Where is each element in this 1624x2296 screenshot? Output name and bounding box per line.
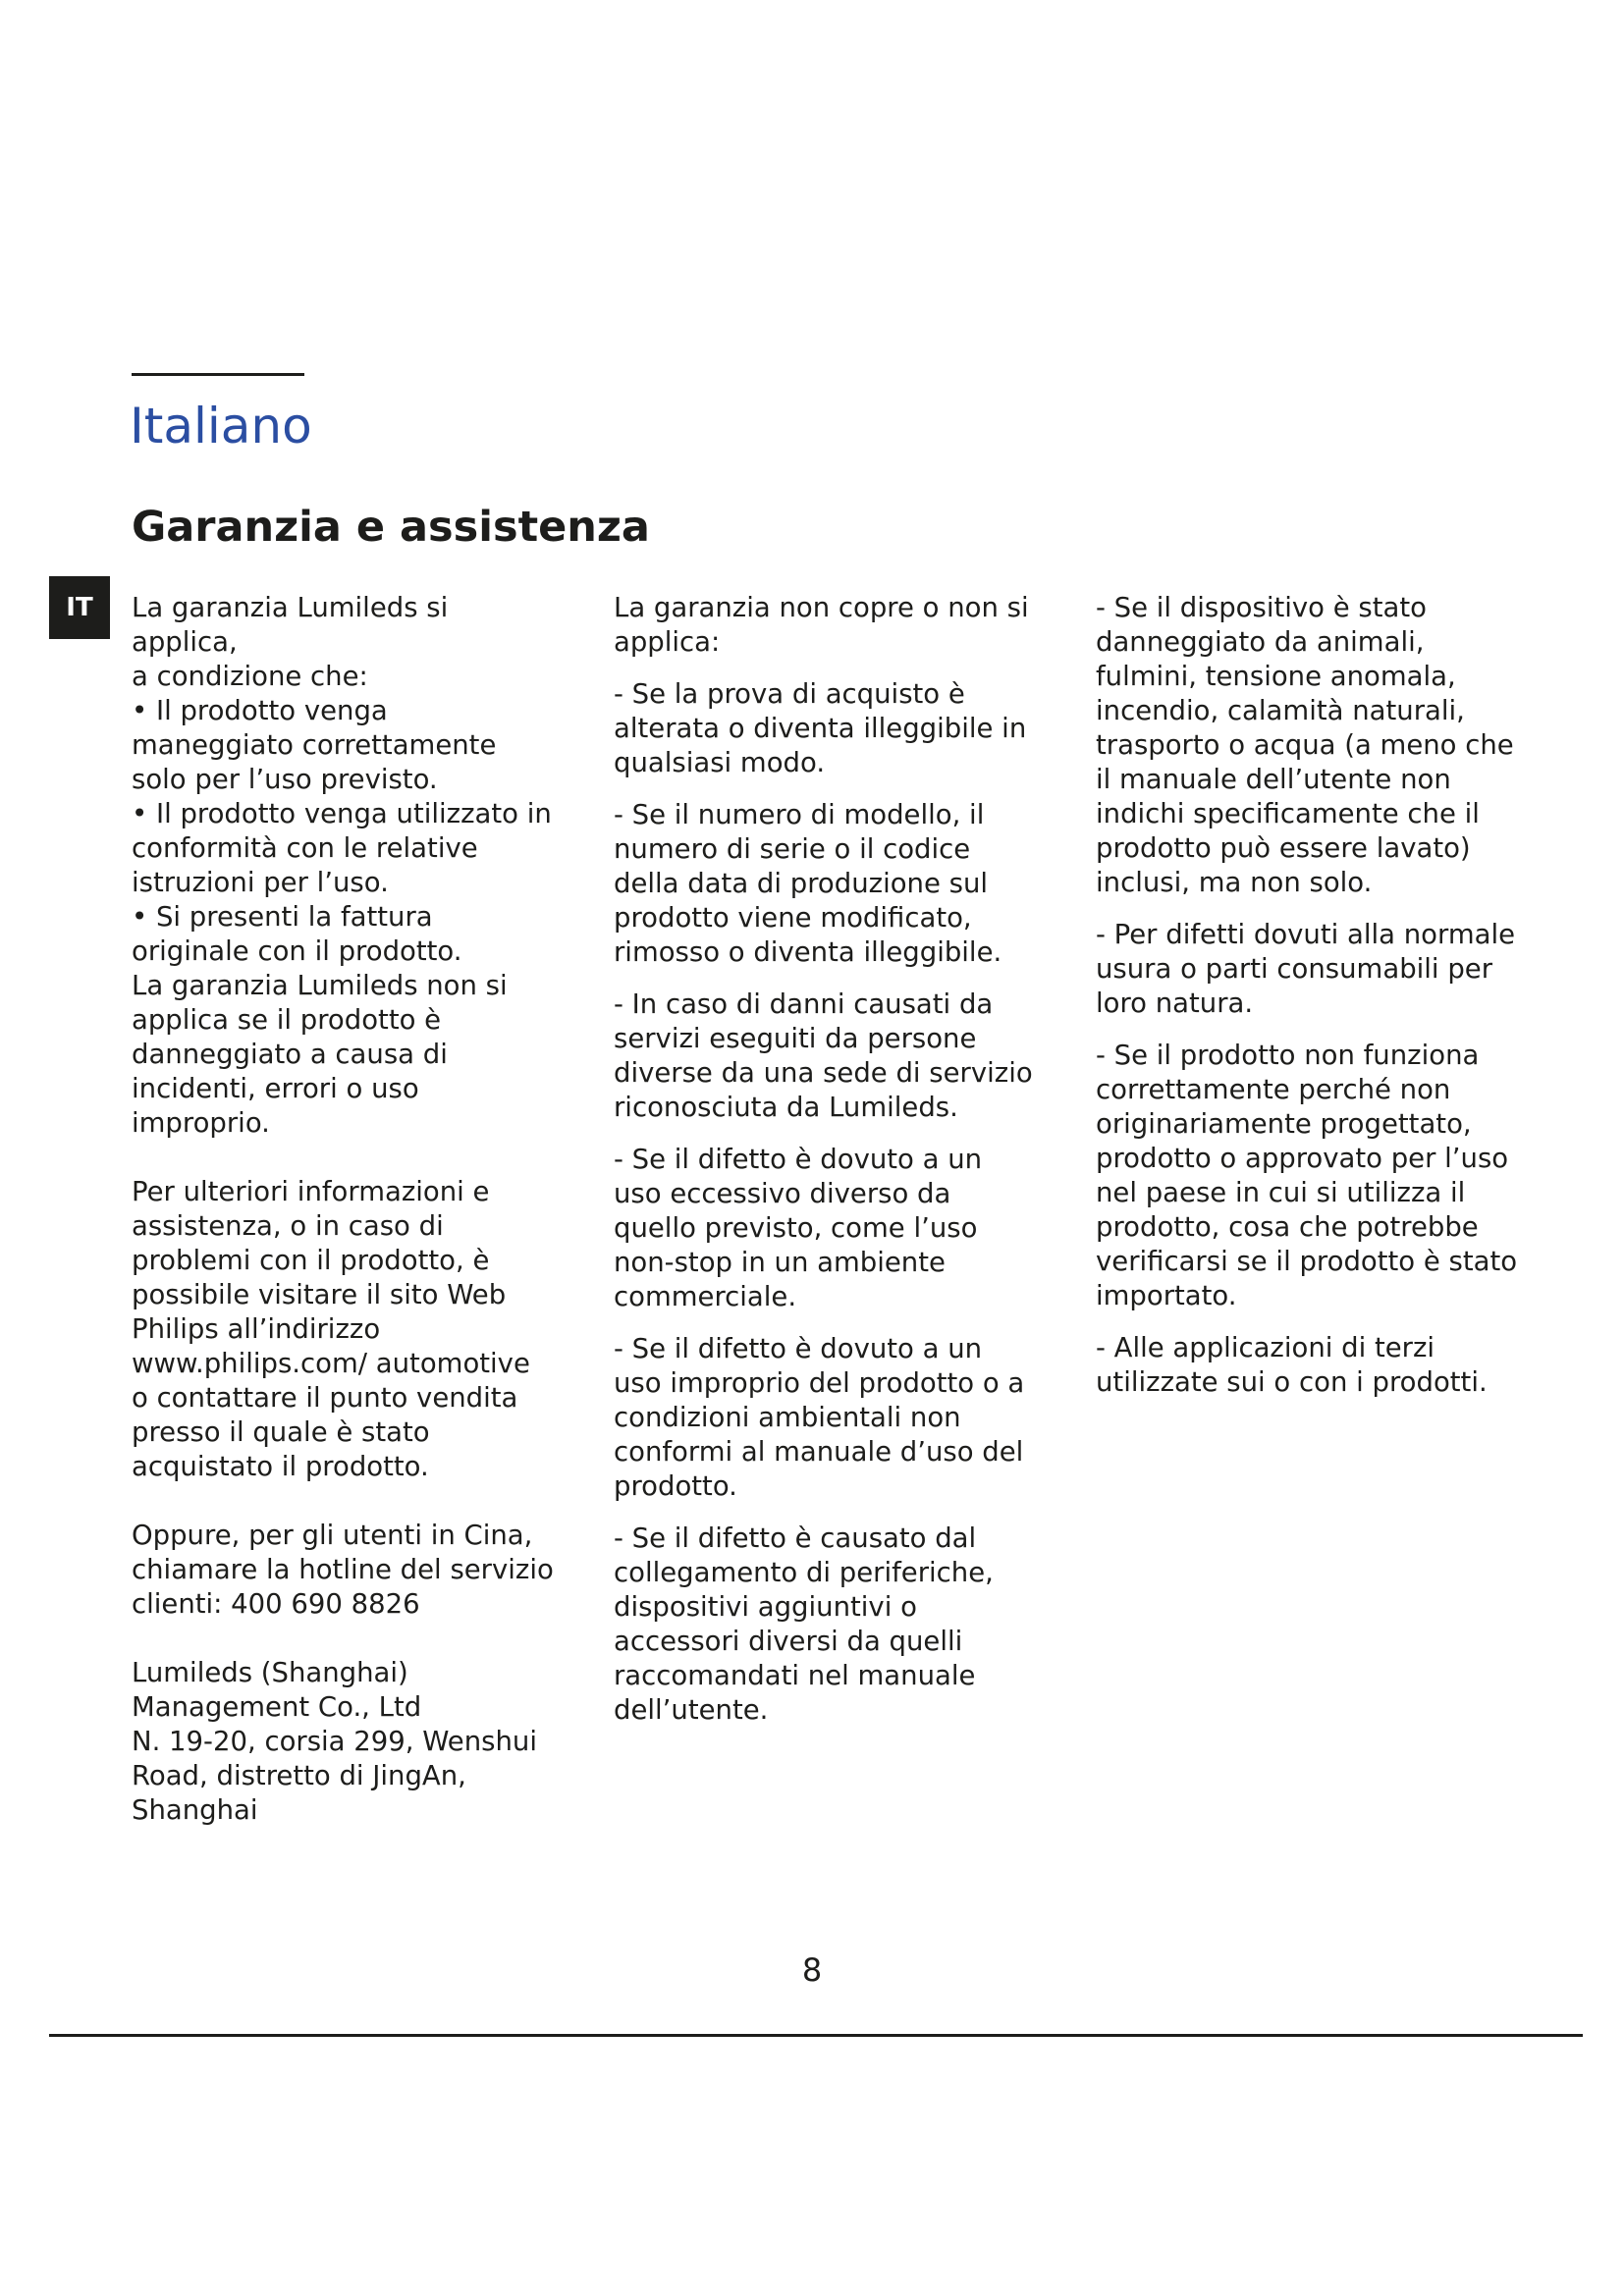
exclusion-item: - Alle applicazioni di terzi utilizzate sui o con i prodotti. xyxy=(1096,1332,1488,1398)
warranty-exclusion-paragraph: La garanzia Lumileds non si applica se il prodotto è danneggiato a causa di incidenti, errori o uso improprio. xyxy=(132,970,508,1139)
column-warranty-conditions xyxy=(132,591,554,1828)
exclusion-item: - Se il difetto è dovuto a un uso improprio del prodotto o a condizioni ambientali non conformi al manuale d’uso del prodotto. xyxy=(614,1333,1025,1502)
condition-bullet: • Si presenti la fattura originale con il prodotto. xyxy=(132,901,462,967)
address-line: Management Co., Ltd xyxy=(132,1691,422,1723)
exclusion-item: - Se il prodotto non funziona correttamente perché non originariamente progettato, prodotto o approvato per l’uso nel paese in cui si utilizza il prodotto, cosa che potrebbe verificarsi se il prodotto è stato importato. xyxy=(1096,1040,1518,1311)
title-rule xyxy=(132,373,304,376)
china-hotline-paragraph: Oppure, per gli utenti in Cina, chiamare la hotline del servizio clienti: 400 690 8826 xyxy=(132,1520,554,1620)
exclusion-item: - Se il difetto è causato dal collegamento di periferiche, dispositivi aggiuntivi o accessori diversi da quelli raccomandati nel manuale dell’utente. xyxy=(614,1522,994,1726)
condition-bullet: • Il prodotto venga utilizzato in conformità con le relative istruzioni per l’uso. xyxy=(132,798,552,898)
footer-rule xyxy=(49,2034,1583,2037)
address-line: N. 19-20, corsia 299, Wenshui xyxy=(132,1726,537,1757)
exclusion-item: - Per difetti dovuti alla normale usura o parti consumabili per loro natura. xyxy=(1096,919,1516,1019)
exclusion-item: - Se il dispositivo è stato danneggiato da animali, fulmini, tensione anomala, incendio, calamità naturali, trasporto o acqua (a meno che il manuale dell’utente non indichi specificamente che il prodotto può essere lavato) inclusi, ma non solo. xyxy=(1096,592,1514,898)
address-line: Lumileds (Shanghai) xyxy=(132,1657,408,1688)
warranty-intro-line1: La garanzia Lumileds si applica, xyxy=(132,592,449,658)
exclusion-item: - Se il difetto è dovuto a un uso eccessivo diverso da quello previsto, come l’uso non-stop in un ambiente commerciale. xyxy=(614,1144,983,1312)
condition-bullet: • Il prodotto venga maneggiato correttamente solo per l’uso previsto. xyxy=(132,695,497,795)
exclusion-item: - Se il numero di modello, il numero di serie o il codice della data di produzione sul prodotto viene modificato, rimosso o diventa illeggibile. xyxy=(614,799,1002,968)
address-line: Road, distretto di JingAn, Shanghai xyxy=(132,1760,466,1826)
column-warranty-exclusions xyxy=(614,591,1036,1728)
exclusions-intro: La garanzia non copre o non si applica: xyxy=(614,592,1029,658)
column-warranty-exclusions-continued xyxy=(1096,591,1518,1400)
language-tab: IT xyxy=(49,576,110,639)
exclusion-item: - In caso di danni causati da servizi eseguiti da persone diverse da una sede di servizio riconosciuta da Lumileds. xyxy=(614,988,1033,1123)
exclusion-item: - Se la prova di acquisto è alterata o diventa illeggibile in qualsiasi modo. xyxy=(614,678,1027,778)
language-title: Italiano xyxy=(130,398,312,454)
page-number: 8 xyxy=(801,1951,823,1989)
warranty-intro-line2: a condizione che: xyxy=(132,661,368,692)
support-info-paragraph: Per ulteriori informazioni e assistenza, o in caso di problemi con il prodotto, è possibile visitare il sito Web Philips all’indirizzo www.philips.com/ automotive o contattare il punto vendita presso il quale è stato acquistato il prodotto. xyxy=(132,1176,530,1482)
section-title: Garanzia e assistenza xyxy=(132,503,650,552)
